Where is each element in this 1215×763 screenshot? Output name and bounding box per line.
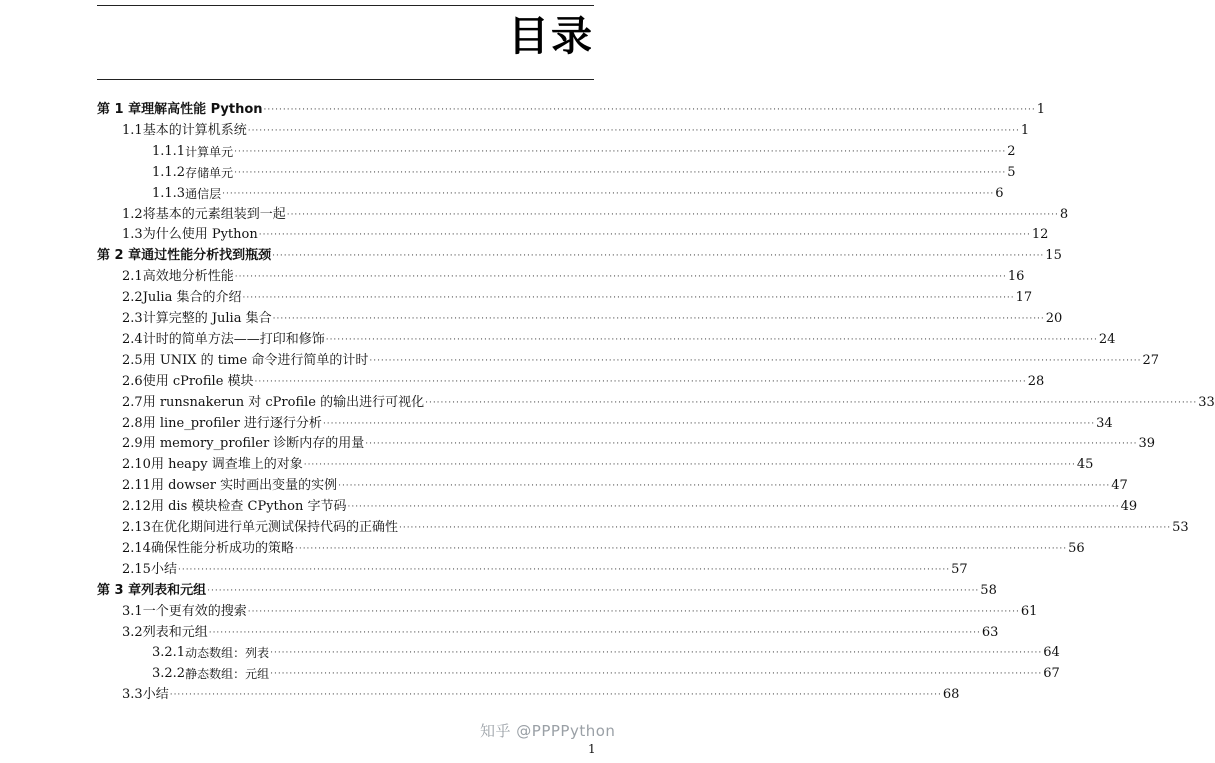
toc-entry xyxy=(122,412,1113,432)
toc-entry xyxy=(152,182,1004,202)
toc-leader-dots: ········································································································································································································ xyxy=(369,355,1142,366)
toc-entry xyxy=(152,140,1016,160)
toc-entry-number: 2.2 xyxy=(122,290,143,306)
toc-entry-number: 1.1.1 xyxy=(152,143,186,159)
toc-entry-title: 小结 xyxy=(150,561,177,577)
toc-entry-number: 第 2 章 xyxy=(97,248,142,264)
toc-entry-title: 用 runsnakerun 对 cProfile 的输出进行可视化 xyxy=(142,394,425,410)
toc-entry-number: 1.1 xyxy=(122,122,143,138)
toc-leader-dots: ········································································································································································································ xyxy=(247,125,1020,136)
toc-entry-page: 68 xyxy=(942,687,960,703)
toc-entry-title: 存储单元 xyxy=(185,165,234,180)
toc-entry-page: 2 xyxy=(1007,143,1016,159)
toc-entry-number: 2.15 xyxy=(122,561,151,577)
toc-entry-title: 用 UNIX 的 time 命令进行简单的计时 xyxy=(142,352,369,368)
toc-entry-page: 45 xyxy=(1076,457,1094,473)
toc-entry-page: 57 xyxy=(951,561,968,577)
toc-entry xyxy=(122,432,1156,452)
toc-entry xyxy=(122,453,1094,473)
toc-entry-number: 2.8 xyxy=(122,415,143,431)
toc-entry-number: 第 3 章 xyxy=(97,582,142,598)
toc-leader-dots: ········································································································································································································ xyxy=(169,690,942,701)
toc-entry-page: 1 xyxy=(1020,122,1030,138)
toc-entry-title: 小结 xyxy=(142,687,169,703)
toc-leader-dots: ········································································································································································································ xyxy=(322,418,1096,429)
toc-entry-title: 为什么使用 Python xyxy=(142,227,258,243)
toc-leader-dots: ········································································································································································································ xyxy=(234,167,1007,178)
toc-entry-title: 用 line_profiler 进行逐行分析 xyxy=(142,415,322,431)
toc-entry-title: 确保性能分析成功的策略 xyxy=(150,540,294,556)
toc-entry xyxy=(122,537,1085,557)
toc-leader-dots: ········································································································································································································ xyxy=(177,564,951,575)
toc-entry-number: 2.14 xyxy=(122,540,151,556)
toc-entry xyxy=(97,244,1062,264)
toc-leader-dots: ········································································································································································································ xyxy=(270,669,1043,680)
toc-leader-dots: ········································································································································································································ xyxy=(234,146,1007,157)
toc-entry-number: 1.3 xyxy=(122,227,143,243)
toc-entry-page: 53 xyxy=(1172,520,1189,535)
toc-entry-number: 2.4 xyxy=(122,331,143,347)
toc-entry-page: 12 xyxy=(1031,227,1049,243)
toc-entry-page: 49 xyxy=(1120,499,1138,515)
toc-entry xyxy=(122,203,1069,223)
toc-entry-number: 2.7 xyxy=(122,394,143,410)
toc-entry xyxy=(122,119,1030,139)
toc-entry-page: 63 xyxy=(981,624,999,640)
toc-entry xyxy=(152,641,1060,661)
toc-entry xyxy=(122,265,1025,285)
toc-entry-number: 2.9 xyxy=(122,436,143,452)
toc-entry-page: 58 xyxy=(980,582,997,598)
toc-entry-number: 2.1 xyxy=(122,269,143,285)
toc-entry-number: 2.10 xyxy=(122,457,151,473)
toc-entry xyxy=(122,516,1189,536)
toc-entry-number: 2.5 xyxy=(122,352,143,368)
page-title: 目录 xyxy=(508,12,594,60)
toc-entry xyxy=(152,662,1060,682)
toc-leader-dots: ········································································································································································································ xyxy=(242,293,1015,304)
toc-entry-page: 33 xyxy=(1198,394,1215,410)
toc-entry-title: 列表和元组 xyxy=(141,582,207,598)
toc-entry-number: 2.12 xyxy=(122,499,151,515)
toc-entry-page: 34 xyxy=(1096,415,1113,431)
toc-entry-title: 列表和元组 xyxy=(142,624,208,640)
toc-entry-page: 1 xyxy=(1036,102,1045,117)
toc-entry-number: 2.6 xyxy=(122,373,143,389)
toc-entry-title: 用 dowser 实时画出变量的实例 xyxy=(150,478,338,494)
toc-entry-title: Julia 集合的介绍 xyxy=(142,290,242,306)
toc-entry-title: 通信层 xyxy=(185,186,222,201)
toc-entry-page: 5 xyxy=(1007,164,1016,180)
toc-entry-title: 计算完整的 Julia 集合 xyxy=(142,311,272,326)
toc-leader-dots: ········································································································································································································ xyxy=(338,481,1111,492)
toc-leader-dots: ········································································································································································································ xyxy=(254,376,1027,387)
toc-entry-number: 3.2 xyxy=(122,624,143,640)
toc-entry xyxy=(97,98,1045,118)
toc-entry-page: 8 xyxy=(1059,206,1069,222)
toc-entry xyxy=(122,495,1138,515)
toc-leader-dots: ········································································································································································································ xyxy=(222,188,995,199)
toc-entry-number: 1.2 xyxy=(122,206,143,222)
toc-entry xyxy=(122,328,1116,348)
toc-entry-title: 用 dis 模块检查 CPython 字节码 xyxy=(150,499,347,515)
watermark: 知乎 @PPPPython xyxy=(480,722,616,740)
toc-entry-number: 2.11 xyxy=(122,478,151,494)
toc-entry-title: 将基本的元素组装到一起 xyxy=(142,206,286,222)
toc-leader-dots: ········································································································································································································ xyxy=(263,105,1036,115)
toc-leader-dots: ········································································································································································································ xyxy=(272,314,1045,324)
toc-entry-number: 2.13 xyxy=(122,520,151,535)
toc-entry-title: 一个更有效的搜索 xyxy=(142,603,247,619)
toc-leader-dots: ········································································································································································································ xyxy=(286,209,1059,220)
toc-entry-number: 3.1 xyxy=(122,603,143,619)
toc-entry-page: 39 xyxy=(1138,436,1156,452)
top-rule xyxy=(97,5,594,6)
toc-entry-number: 第 1 章 xyxy=(97,102,142,117)
toc-entry-title: 计算单元 xyxy=(185,144,234,159)
toc-entry-page: 64 xyxy=(1043,645,1060,661)
toc-leader-dots: ········································································································································································································ xyxy=(294,543,1068,554)
toc-leader-dots: ········································································································································································································ xyxy=(247,606,1020,617)
toc-entry xyxy=(122,474,1128,494)
toc-entry-number: 2.3 xyxy=(122,311,143,326)
toc-entry xyxy=(97,579,997,599)
toc-entry-number: 3.3 xyxy=(122,687,143,703)
toc-entry xyxy=(122,558,968,578)
toc-entry-title: 静态数组：元组 xyxy=(185,667,270,682)
toc-entry-title: 用 heapy 调查堆上的对象 xyxy=(150,457,303,473)
toc-entry xyxy=(122,349,1160,369)
toc-entry xyxy=(122,307,1063,327)
toc-leader-dots: ········································································································································································································ xyxy=(303,460,1076,471)
toc-entry xyxy=(122,286,1033,306)
page-number: 1 xyxy=(588,742,596,756)
toc-entry-title: 通过性能分析找到瓶颈 xyxy=(141,248,272,264)
toc-leader-dots: ········································································································································································································ xyxy=(207,585,980,596)
toc-leader-dots: ········································································································································································································ xyxy=(325,334,1098,345)
toc-entry xyxy=(122,621,999,641)
toc-entry-page: 17 xyxy=(1015,290,1033,306)
toc-entry-page: 28 xyxy=(1027,373,1045,389)
toc-leader-dots: ········································································································································································································ xyxy=(365,439,1138,450)
toc-entry-title: 高效地分析性能 xyxy=(142,269,234,285)
toc-entry-page: 20 xyxy=(1045,311,1063,326)
toc-leader-dots: ········································································································································································································ xyxy=(258,230,1031,241)
toc-entry xyxy=(122,391,1215,411)
toc-entry-title: 计时的简单方法——打印和修饰 xyxy=(142,331,325,347)
toc-entry-title: 动态数组：列表 xyxy=(185,646,270,661)
toc-entry xyxy=(122,223,1049,243)
toc-entry xyxy=(122,600,1038,620)
toc-entry-page: 27 xyxy=(1142,352,1160,368)
toc-entry-page: 16 xyxy=(1007,269,1025,285)
toc-entry-page: 67 xyxy=(1043,666,1060,682)
toc-entry-title: 用 memory_profiler 诊断内存的用量 xyxy=(142,436,365,452)
toc-entry-title: 使用 cProfile 模块 xyxy=(142,373,254,389)
toc-entry-page: 56 xyxy=(1068,540,1085,556)
toc-entry-title: 基本的计算机系统 xyxy=(142,122,247,138)
toc-entry-number: 1.1.2 xyxy=(152,164,186,180)
toc-entry-page: 15 xyxy=(1045,248,1062,264)
toc-leader-dots: ········································································································································································································ xyxy=(425,397,1198,408)
toc-leader-dots: ········································································································································································································ xyxy=(398,523,1172,533)
toc-leader-dots: ········································································································································································································ xyxy=(272,251,1045,262)
toc-entry xyxy=(152,161,1016,181)
toc-leader-dots: ········································································································································································································ xyxy=(347,502,1120,513)
toc-entry-number: 3.2.2 xyxy=(152,666,186,682)
title-rule xyxy=(97,79,594,80)
toc-entry-number: 3.2.1 xyxy=(152,645,186,661)
toc-leader-dots: ········································································································································································································ xyxy=(270,648,1043,659)
toc-entry-title: 理解高性能 Python xyxy=(141,102,263,117)
toc-entry-page: 61 xyxy=(1020,603,1038,619)
toc-leader-dots: ········································································································································································································ xyxy=(208,627,981,638)
toc-entry-number: 1.1.3 xyxy=(152,185,186,201)
toc-entry-page: 6 xyxy=(995,185,1004,201)
toc-entry-page: 24 xyxy=(1098,331,1116,347)
toc-entry xyxy=(122,370,1045,390)
toc-leader-dots: ········································································································································································································ xyxy=(234,272,1007,283)
toc-entry xyxy=(122,683,960,703)
toc-entry-page: 47 xyxy=(1111,478,1128,494)
toc-entry-title: 在优化期间进行单元测试保持代码的正确性 xyxy=(150,520,398,535)
